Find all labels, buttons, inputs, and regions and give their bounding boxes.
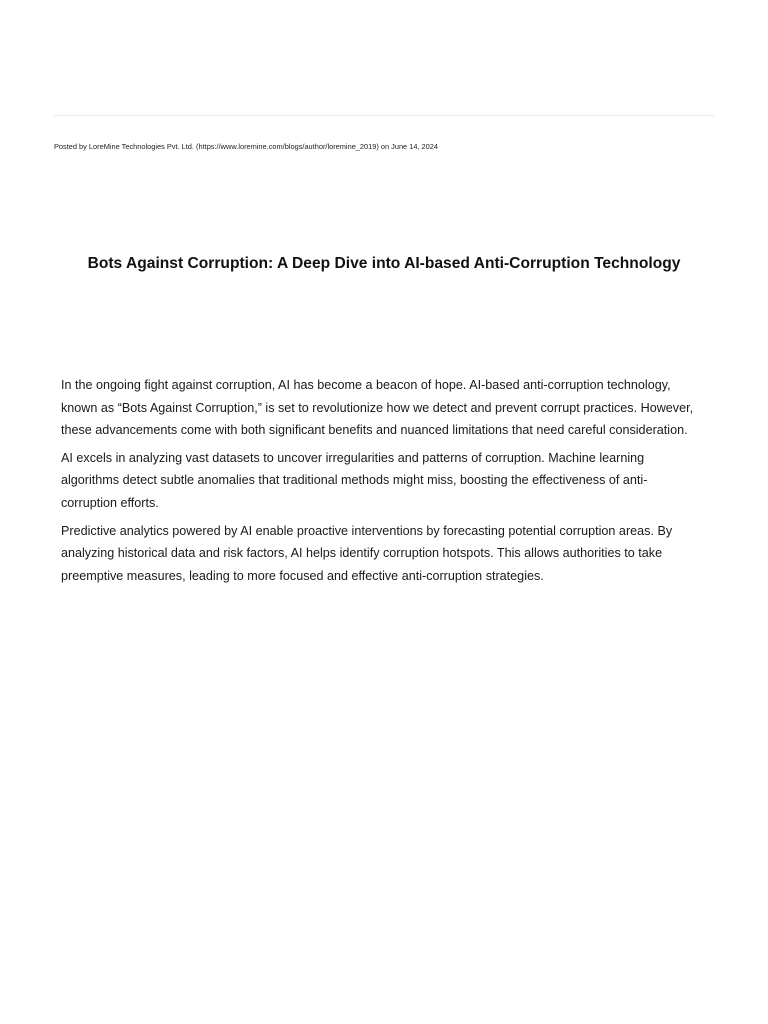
body-paragraph-3: Predictive analytics powered by AI enable proactive interventions by forecasting potential corruption areas. By analyzing historical data and risk factors, AI helps identify corruption hotspots. This allows authorities to take preemptive measures, leading to more focused and effective anti-corruption strategies. xyxy=(61,523,673,583)
body-paragraph-2: AI excels in analyzing vast datasets to uncover irregularities and patterns of corruption. Machine learning algorithms detect subtle anomalies that traditional methods might miss, boosting the effectiveness of anti-corruption efforts. xyxy=(61,450,648,510)
article-title: Bots Against Corruption: A Deep Dive into AI-based Anti-Corruption Technology xyxy=(87,255,681,272)
article-body xyxy=(61,374,701,592)
body-paragraph-1: In the ongoing fight against corruption, AI has become a beacon of hope. AI-based anti-corruption technology, known as “Bots Against Corruption,” is set to revolutionize how we detect and prevent corrupt practices. However, these advancements come with both significant benefits and nuanced limitations that need careful consideration. xyxy=(61,378,694,438)
post-byline: Posted by LoreMine Technologies Pvt. Ltd. (https://www.loremine.com/blogs/author/loremine_2019) on June 14, 2024 xyxy=(54,142,438,151)
top-divider xyxy=(54,115,714,116)
